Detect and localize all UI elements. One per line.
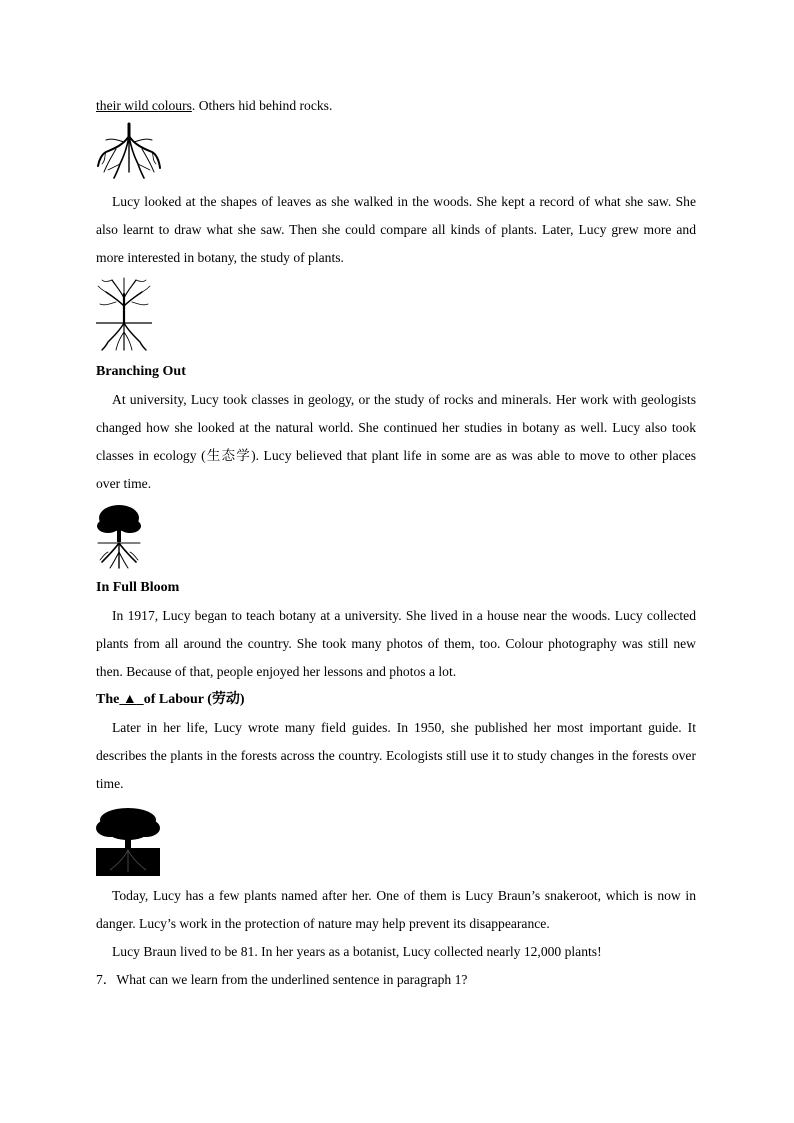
paragraph-today xyxy=(96,882,696,938)
question-7 xyxy=(96,966,696,994)
document-page xyxy=(96,92,696,994)
paragraph-leaves xyxy=(96,188,696,272)
intro-rest: . Others hid behind rocks. xyxy=(191,98,333,113)
paragraph-branching-out xyxy=(96,386,696,498)
heading-branching-out: Branching Out xyxy=(96,364,186,379)
roots-icon xyxy=(96,122,162,180)
question-number: 7． xyxy=(96,972,117,987)
question-text: What can we learn from the underlined sentence in paragraph 1? xyxy=(116,972,468,987)
heading-in-full-bloom: In Full Bloom xyxy=(96,580,180,595)
tree-with-roots-icon xyxy=(96,276,152,352)
dark-tree-with-roots-icon xyxy=(96,504,142,570)
heading-of-labour xyxy=(96,686,696,714)
blank-triangle: ▲ xyxy=(122,692,137,707)
paragraph-today-text: Today, Lucy has a few plants named after her. One of them is Lucy Braun’s snakeroot, which is now in danger. Lucy’s work in the protection of nature may help prevent its disappearance. xyxy=(96,888,696,931)
heading-of-labour-pre: The xyxy=(96,692,120,707)
paragraph-of-labour xyxy=(96,714,696,798)
paragraph-branching-out-text: At university, Lucy took classes in geology, or the study of rocks and minerals. Her work with geologists changed how she looked at the natural world. She continued her studies in botany as well. Lucy also took classes in ecology (生态学). Lucy believed that plant life in some are as was able to move to other places over time. xyxy=(96,392,696,491)
paragraph-final-text: Lucy Braun lived to be 81. In her years as a botanist, Lucy collected nearly 12,000 plants! xyxy=(112,944,602,959)
underlined-sentence: their wild colours xyxy=(96,98,192,113)
paragraph-leaves-text: Lucy looked at the shapes of leaves as she walked in the woods. She kept a record of what she saw. She also learnt to draw what she saw. Then she could compare all kinds of plants. Later, Lucy grew more and more interested in botany, the study of plants. xyxy=(96,194,696,265)
paragraph-in-full-bloom-text: In 1917, Lucy began to teach botany at a university. She lived in a house near the woods. Lucy collected plants from all around the country. She took many photos of them, too. Colour photography was still new then. Because of that, people enjoyed her lessons and photos a lot. xyxy=(96,608,696,679)
paragraph-of-labour-text: Later in her life, Lucy wrote many field guides. In 1950, she published her most important guide. It describes the plants in the forests across the country. Ecologists still use it to study changes in the forests over time. xyxy=(96,720,696,791)
paragraph-final xyxy=(96,938,696,966)
tree-in-ground-icon xyxy=(96,806,160,876)
heading-of-labour-post: of Labour (劳动) xyxy=(143,692,245,707)
blank-marker xyxy=(119,692,143,707)
paragraph-in-full-bloom xyxy=(96,602,696,686)
intro-line xyxy=(96,92,696,120)
